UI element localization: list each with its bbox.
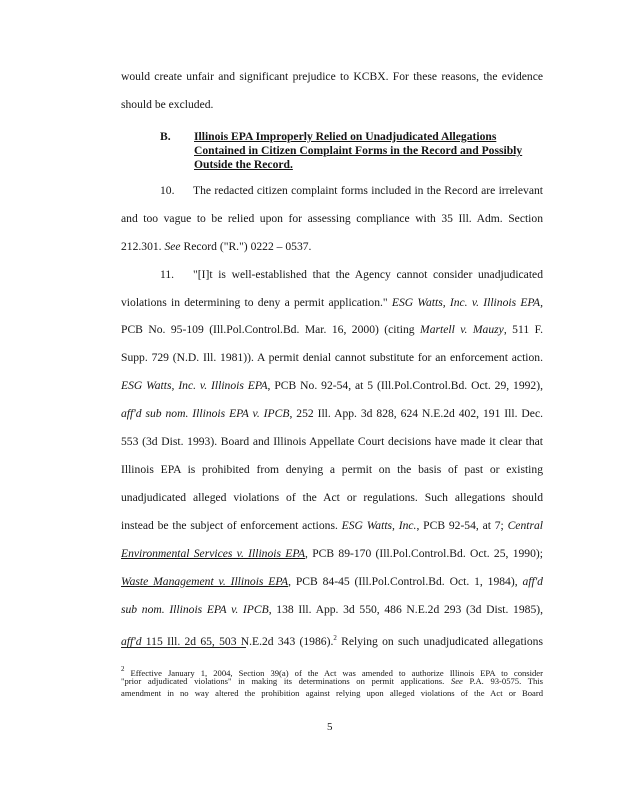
body-text-line: and too vague to be relied upon for assessing compliance with 35 Ill. Adm. Section [121, 212, 543, 225]
section-letter: B. [160, 130, 171, 143]
body-text-line: should be excluded. [121, 98, 214, 111]
body-text-line: would create unfair and significant prejudice to KCBX. For these reasons, the evidence [121, 70, 543, 83]
body-text-line: aff'd 115 Ill. 2d 65, 503 N.E.2d 343 (1986).$^2$ Relying on such unadjudicated allegations [121, 634, 543, 648]
body-text-line: ESG Watts, Inc. v. Illinois EPA, PCB No. 92-54, at 5 (Ill.Pol.Control.Bd. Oct. 29, 1992), [121, 379, 543, 392]
body-text-line: aff'd sub nom. Illinois EPA v. IPCB, 252 Ill. App. 3d 828, 624 N.E.2d 402, 191 Ill. Dec. [121, 407, 543, 420]
footnote-reference: 2 [333, 634, 337, 642]
body-text-line: 553 (3d Dist. 1993). Board and Illinois Appellate Court decisions have made it clear that [121, 435, 543, 448]
footnote-line: $^2$ Effective January 1, 2004, Section 39(a) of the Act was amended to authorize Illinois EPA to consider [121, 665, 543, 678]
section-heading-line: Contained in Citizen Complaint Forms in the Record and Possibly [194, 144, 523, 157]
footnote-separator [121, 647, 246, 648]
page-number: 5 [327, 721, 333, 733]
section-heading-line: Outside the Record. [194, 158, 293, 171]
body-text-line: unadjudicated alleged violations of the Act or regulations. Such allegations should [121, 491, 543, 504]
body-text-line: Illinois EPA is prohibited from denying a permit on the basis of past or existing [121, 463, 543, 476]
footnote-line: amendment in no way altered the prohibition against relying upon alleged violations of the Act or Board [121, 688, 543, 698]
paragraph-number: 11. [160, 268, 175, 281]
body-text-line: Environmental Services v. Illinois EPA, PCB 89-170 (Ill.Pol.Control.Bd. Oct. 25, 1990); [121, 547, 543, 560]
section-heading-line: Illinois EPA Improperly Relied on Unadjudicated Allegations [194, 130, 497, 143]
body-text-line: Waste Management v. Illinois EPA, PCB 84-45 (Ill.Pol.Control.Bd. Oct. 1, 1984), aff'd [121, 575, 543, 588]
footnote-line: "prior adjudicated violations" in making its determinations on permit applications. See P.A. 93-0575. This [121, 676, 543, 686]
body-text-line: "[I]t is well-established that the Agency cannot consider unadjudicated [193, 268, 543, 281]
body-text-line: violations in determining to deny a permit application." ESG Watts, Inc. v. Illinois EPA, [121, 296, 544, 309]
body-text-line: The redacted citizen complaint forms included in the Record are irrelevant [193, 184, 543, 197]
body-text-line: instead be the subject of enforcement actions. ESG Watts, Inc., PCB 92-54, at 7; Central [121, 519, 543, 532]
paragraph-number: 10. [160, 184, 175, 197]
body-text-line: PCB No. 95-109 (Ill.Pol.Control.Bd. Mar. 16, 2000) (citing Martell v. Mauzy, 511 F. [121, 323, 543, 336]
footnote-marker: 2 [121, 665, 125, 673]
body-text-line: Supp. 729 (N.D. Ill. 1981)). A permit denial cannot substitute for an enforcement action. [121, 351, 543, 364]
body-text-line: sub nom. Illinois EPA v. IPCB, 138 Ill. App. 3d 550, 486 N.E.2d 293 (3d Dist. 1985), [121, 603, 544, 616]
body-text-line: 212.301. See Record ("R.") 0222 – 0537. [121, 240, 312, 253]
